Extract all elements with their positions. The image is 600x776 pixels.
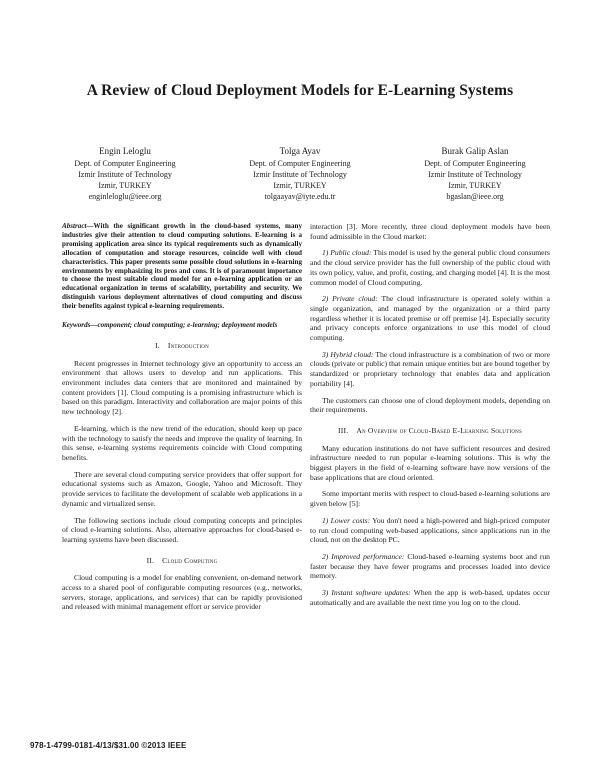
author-institution: Izmir Institute of Technology [78,170,172,179]
section-heading-cloud-computing: II. Cloud Computing [146,555,218,565]
list-item: 1) Public cloud: This model is used by the general public cloud consumers and the cloud service provider has the full ownership of the public cloud with its own policy, value, and profit, costing, and charging model [4]. It is the most common model of Cloud computing. [310,248,551,287]
author-name: Engin Leloglu [99,146,151,156]
paragraph: Many education institutions do not have sufficient resources and desired infrastructure needed to run popular e-learning solutions. This is why the biggest players in the field of e-learning software have now versions of the base applications that are cloud oriented. [310,443,550,482]
paragraph: The customers can choose one of cloud deployment models, depending on their requirements. [310,395,550,415]
list-item: 2) Improved performance: Cloud-based e-learning systems boot and run faster because they have fewer programs and processes loaded into device memory. [310,551,550,581]
abstract-text: —With the significant growth in the cloud-based systems, many industries give their attention to cloud computing solutions. E-learning is a promising application area since its typical requirements such as dynamically allocation of computation and storage resources, coincide well with cloud characteristics. This paper presents some possible cloud solutions in e-learning environments by emphasizing its pros and cons. It is of paramount importance to choose the most suitable cloud model for an e-learning application or an educational organization in terms of scalability, portability and security. We distinguish various deployment alternatives of cloud computing and discuss their benefits against typical e-learning requirements. [62,222,302,311]
author-institution: Izmir Institute of Technology [428,170,522,179]
right-column [310,222,550,615]
section-heading-introduction: I. Introduction [155,340,209,350]
author-1 [40,146,210,202]
author-2 [215,146,385,202]
author-email: enginleloglu@ieee.org [88,192,162,201]
author-city: Izmir, TURKEY [448,181,502,190]
author-dept: Dept. of Computer Engineering [424,159,526,168]
author-city: Izmir, TURKEY [98,181,152,190]
abstract [62,222,302,311]
paragraph: Some important merits with respect to cloud-based e-learning solutions are given below [5]: [310,489,550,509]
paragraph: Cloud computing is a model for enabling convenient, on-demand network access to a shared pool of configurable computing resources (e.g., networks, servers, storage, applications, and services) that can be rapidly provisioned and released with minimal management effort or service provider [62,573,302,612]
paragraph: Recent progresses in Internet technology give an opportunity to access an environment that allows users to develop and run applications. This environment includes data centers that are monitored and maintained by content providers [1]. Cloud computing is a promising infrastructure which is based on this paradigm. Interactivity and collaboration are major points of this new technology [2]. [62,358,302,417]
author-city: Izmir, TURKEY [273,181,327,190]
author-institution: Izmir Institute of Technology [253,170,347,179]
author-block [40,146,560,202]
author-dept: Dept. of Computer Engineering [74,159,176,168]
left-column [62,222,302,619]
author-name: Tolga Ayav [279,146,321,156]
list-item: 2) Private cloud: The cloud infrastructure is operated solely within a single organization, and managed by the organization or a third party regardless whether it is located premise or off premise [4]. Especially security and privacy concepts enforce organizations to use this model of cloud computing. [310,294,550,343]
author-dept: Dept. of Computer Engineering [249,159,351,168]
list-item: 3) Hybrid cloud: The cloud infrastructure is a combination of two or more clouds (private or public) that remain unique entities but are bound together by standardized or proprietary technology that enables data and application portability [4]. [310,349,550,388]
list-item: 1) Lower costs: You don't need a high-powered and high-priced computer to run cloud computing web-based applications, since applications run in the cloud, not on the desktop PC. [310,515,550,545]
paper-title: A Review of Cloud Deployment Models for E-Learning Systems [86,82,514,99]
paragraph: The following sections include cloud computing concepts and principles of cloud e-learning solutions. Also, alternative approaches for cloud-based e-learning systems have been discussed. [62,515,302,544]
paragraph: E-learning, which is the new trend of the education, should keep up pace with the technology to satisfy the needs and improve the quality of learning. In this sense, e-learning systems requirements coincide with Cloud computing benefits. [62,423,302,462]
paragraph: interaction [3]. More recently, three cloud deployment models have been found admissible in the Cloud market: [310,222,550,241]
author-name: Burak Galip Aslan [441,146,509,156]
abstract-label: Abstract [62,222,87,230]
author-email: bgaslan@ieee.org [446,192,504,201]
keywords: Keywords—component; cloud computing; e-learning; deployment models [62,321,278,330]
author-3 [390,146,560,202]
section-heading-overview: III. An Overview of Cloud-Based E-Learning Solutions [338,425,522,435]
copyright-footer: 978-1-4799-0181-4/13/$31.00 ©2013 IEEE [30,741,187,750]
list-item: 3) Instant software updates: When the app is web-based, updates occur automatically and are available the next time you log on to the cloud. [310,588,550,607]
author-email: tolgaayav@iyte.edu.tr [264,192,336,201]
paragraph: There are several cloud computing service providers that offer support for educational systems such as Amazon, Google, Yahoo and Microsoft. They provide services to facilitate the development of scalable web applications in a dynamic and virtualized sense. [62,469,302,508]
